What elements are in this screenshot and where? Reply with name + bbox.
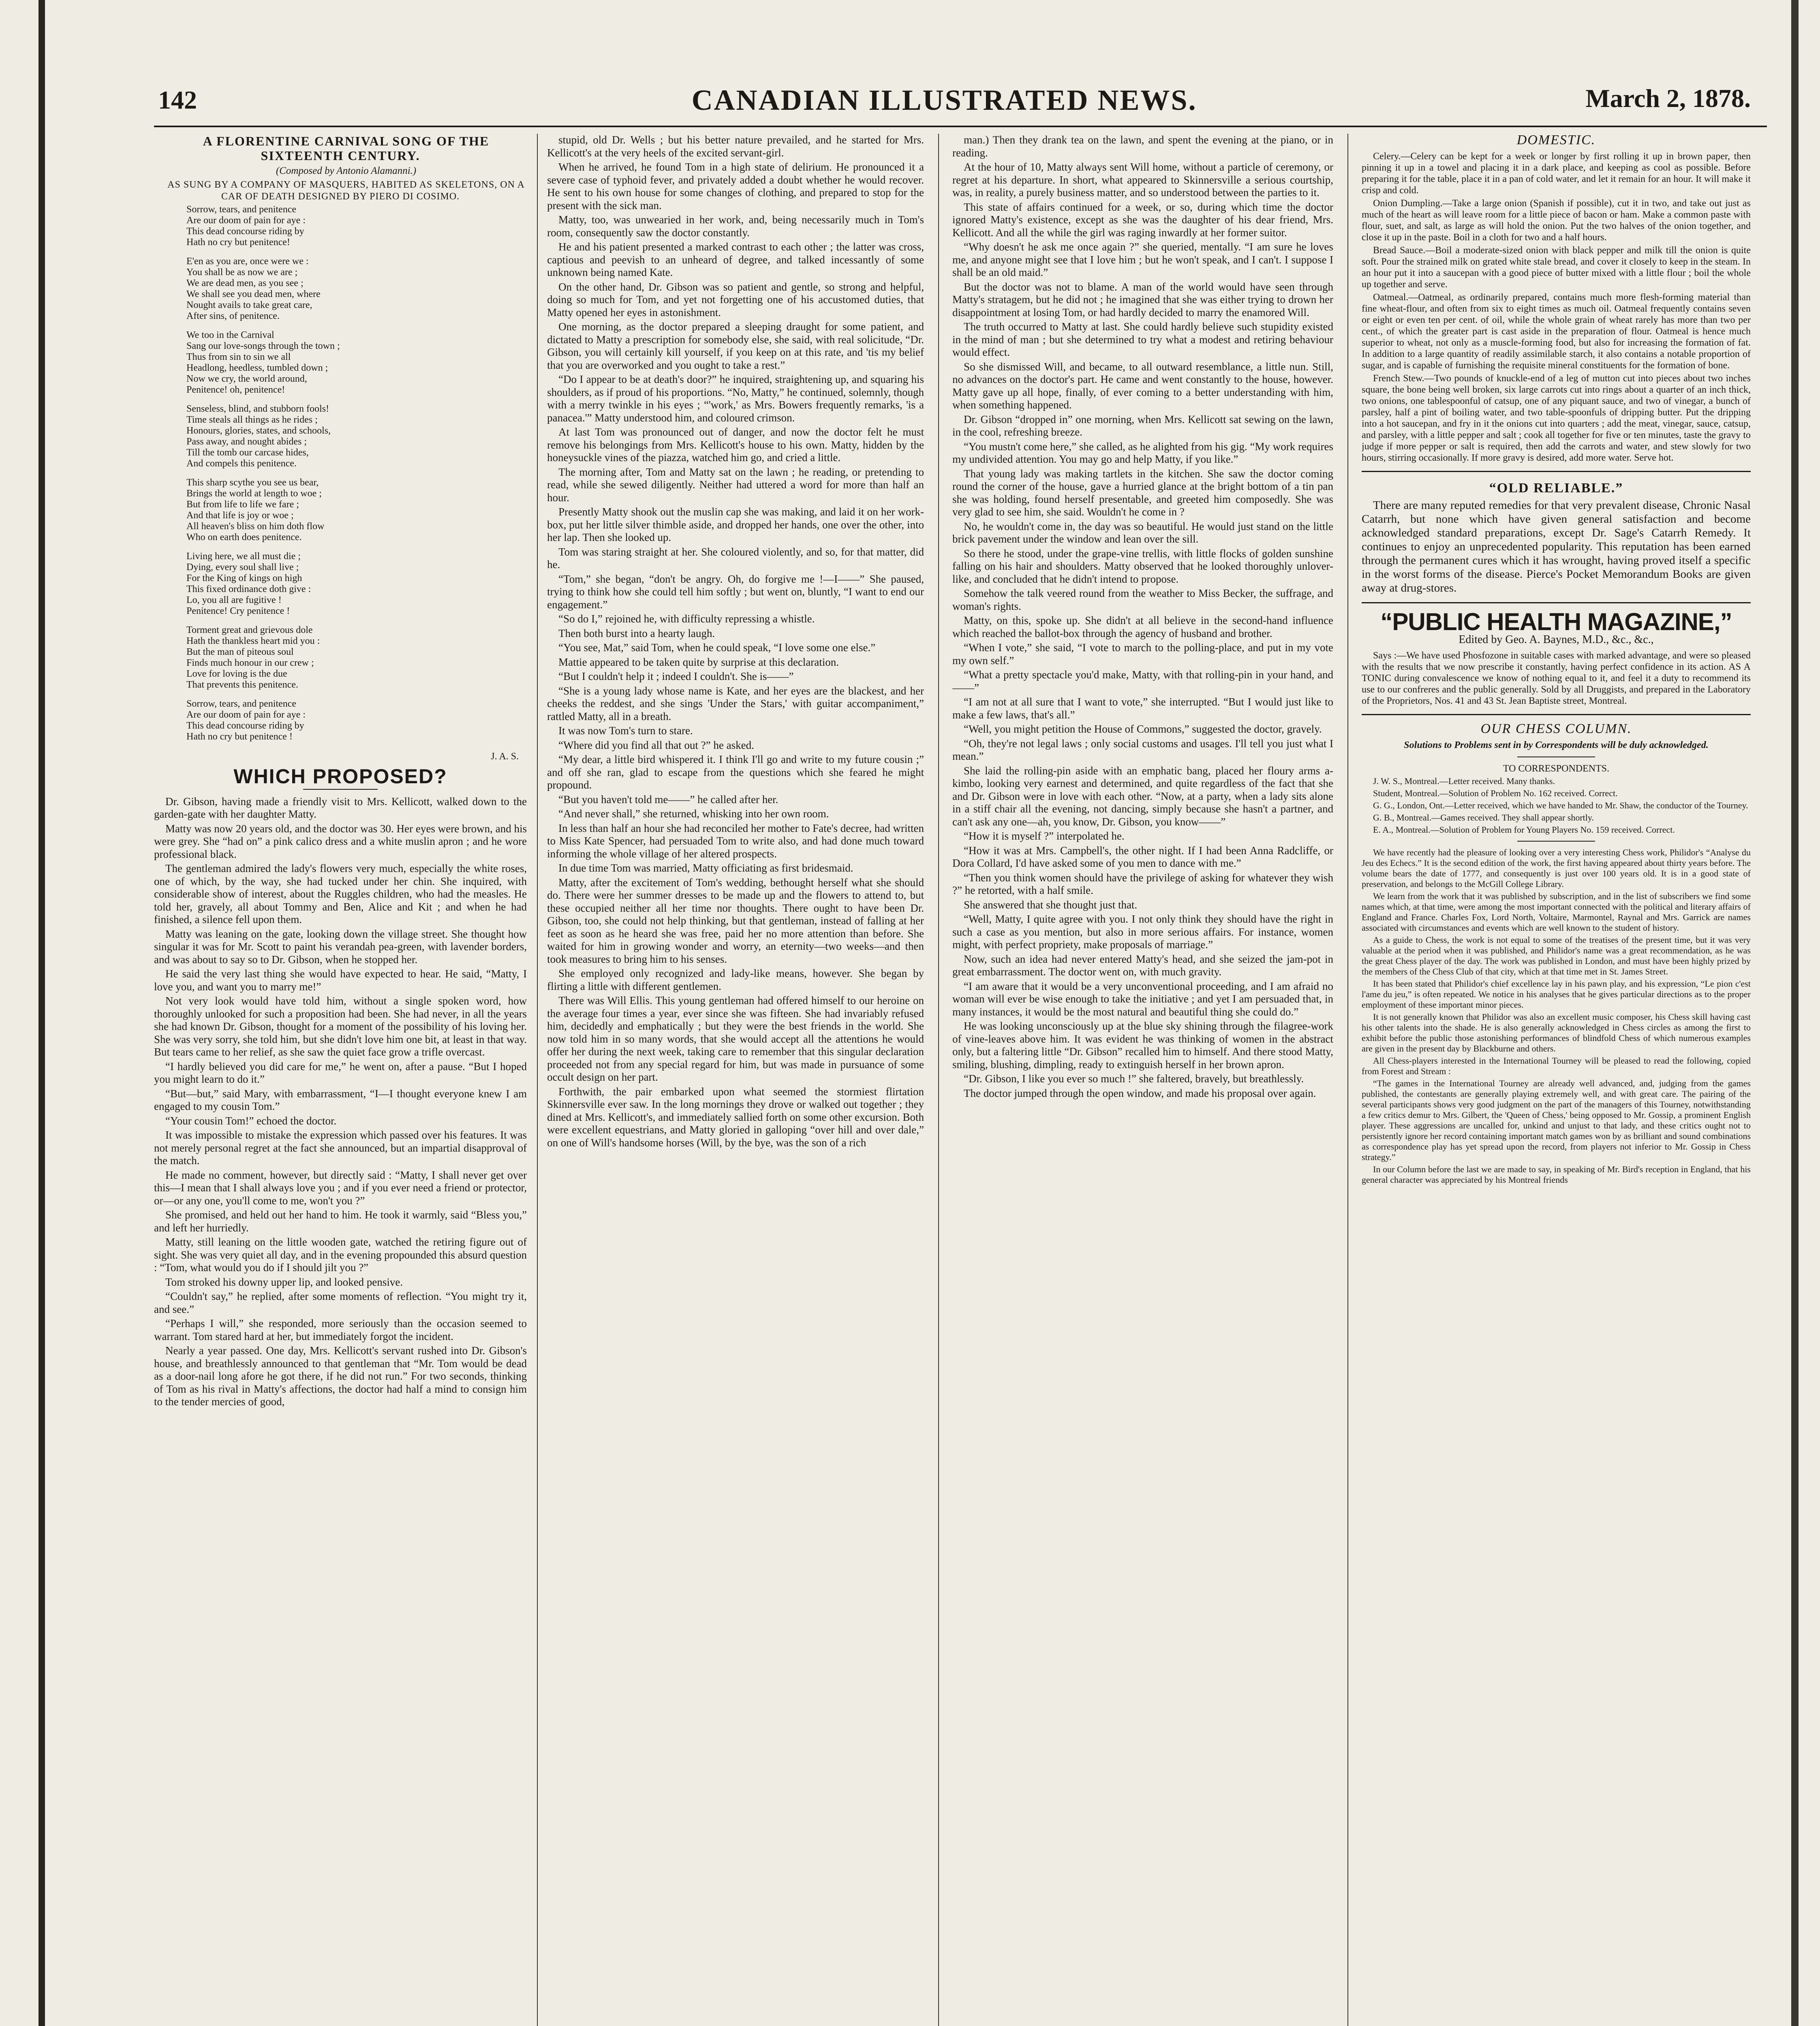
story-paragraph: Nearly a year passed. One day, Mrs. Kellicott's servant rushed into Dr. Gibson's house, and breathlessly announced to that gentleman that “Mr. Tom would be dead as a door-nail long afore he got there, if he did not run.” For two seconds, thinking of Tom as his rival in Matty's affections, the doctor had half a mind to consign him to the tender mercies of good, — [154, 1344, 527, 1408]
poem-line: Are our doom of pain for aye : — [186, 215, 306, 226]
story-paragraph: In due time Tom was married, Matty officiating as first bridesmaid. — [558, 862, 853, 874]
correspondent-entry: E. A., Montreal.—Solution of Problem for Young Players No. 159 received. Correct. — [1373, 824, 1675, 835]
correspondent-entry: J. W. S., Montreal.—Letter received. Many thanks. — [1373, 776, 1555, 786]
story-paragraph: Tom stroked his downy upper lip, and looked pensive. — [165, 1276, 403, 1288]
header-rule — [154, 126, 1767, 127]
public-health-editor: Edited by Geo. A. Baynes, M.D., &c., &c., — [1459, 633, 1654, 646]
poem-stanza — [186, 256, 527, 322]
chess-paragraph: It is not generally known that Philidor was also an excellent music composer, his Chess skill having cast his other talents into the shade. He is also generally acknowledged in Chess circles as among the first to exhibit before the public those astonishing performances of blindfold Chess of which numerous examples are given in the present day by Blackburne and others. — [1362, 1011, 1751, 1054]
story-paragraph: “Tom,” she began, “don't be angry. Oh, do forgive me !—I——” She paused, trying to think how she could tell him softly ; but went on, bluntly, “I want to end our engagement.” — [547, 573, 924, 611]
story-column-2 — [547, 134, 924, 1149]
newspaper-page — [122, 69, 1767, 2026]
poem-line: But the man of piteous soul — [186, 646, 294, 657]
column-separator — [938, 134, 939, 2026]
story-paragraph: He and his patient presented a marked contrast to each other ; the latter was cross, captious and peevish to an unheard of degree, and talked incessantly of some unknown being named Kate. — [547, 241, 924, 278]
poem-line: We shall see you dead men, where — [186, 289, 321, 299]
story-paragraph: “Dr. Gibson, I like you ever so much !” she faltered, bravely, but breathlessly. — [964, 1073, 1304, 1085]
story-paragraph: He said the very last thing she would have expected to hear. He said, “Matty, I love you, and want you to marry me!” — [154, 968, 527, 993]
paper-title: CANADIAN ILLUSTRATED NEWS. — [691, 84, 1197, 116]
poem-line: Who on earth does penitence. — [186, 532, 302, 543]
domestic-item: Bread Sauce.—Boil a moderate-sized onion with black pepper and milk till the onion is quite soft. Pour the strained milk on grated white stale bread, and cover it closely to keep in the steam. In an hour put it into a saucepan with a good piece of butter mixed with a little flour ; boil the whole up together and serve. — [1362, 245, 1751, 290]
story-paragraph: Not very look would have told him, without a single spoken word, how thoroughly unlooked for such a proposition had been. She had never, in all the years she had known Dr. Gibson, thought for a moment of the possibility of his loving her. She was very sorry, she told him, but she didn't love him one bit, at least in that way. But tears came to her relief, as she saw the quiet face grow a trifle overcast. — [154, 995, 527, 1058]
story-paragraph: “Why doesn't he ask me once again ?” she queried, mentally. “I am sure he loves me, and anyone might see that I love him ; but he won't speak, and I can't. I suppose I shall be an old maid.” — [952, 241, 1333, 278]
poem-line: Penitence! oh, penitence! — [186, 384, 285, 395]
poem-line: This dead concourse riding by — [186, 226, 304, 237]
poem-line: Nought avails to take great care, — [186, 299, 312, 310]
poem-line: Love for loving is the due — [186, 668, 287, 679]
correspondent-entry: Student, Montreal.—Solution of Problem No. 162 received. Correct. — [1373, 788, 1618, 798]
chess-paragraph: In our Column before the last we are made to say, in speaking of Mr. Bird's reception in England, that his general character was appreciated by his Montreal friends — [1362, 1164, 1751, 1185]
poem-stanza — [186, 477, 527, 543]
column-separator — [1347, 134, 1348, 2026]
story-paragraph: No, he wouldn't come in, the day was so beautiful. He would just stand on the little brick pavement under the window and lean over the sill. — [952, 520, 1333, 545]
poem-line: E'en as you are, once were we : — [186, 256, 309, 267]
poem-line: Sorrow, tears, and penitence — [186, 204, 297, 215]
story-paragraph: Matty, still leaning on the little wooden gate, watched the retiring figure out of sight. She was very quiet all day, and in the evening propounded this absurd question : “Tom, what would you do if I should jilt you ?” — [154, 1236, 527, 1274]
story-paragraph: When he arrived, he found Tom in a high state of delirium. He pronounced it a severe case of typhoid fever, and privately added a doubt whether he would recover. He sent to his own house for some changes of clothing, and prepared to stop for the present with the sick man. — [547, 161, 924, 212]
chess-paragraph: We learn from the work that it was published by subscription, and in the list of subscribers we find some names which, at that time, were among the most important connected with the political and literary affairs of England and France. Charles Fox, Lord North, Voltaire, Marmontel, Raynal and Mrs. Garrick are names associated with circumstances and events which are well known to the student of history. — [1362, 891, 1751, 933]
story-paragraph: Tom was staring straight at her. She coloured violently, and so, for that matter, did he. — [547, 545, 924, 571]
poem-line: Hath no cry but penitence ! — [186, 731, 293, 742]
poem-line: Senseless, blind, and stubborn fools! — [186, 403, 329, 414]
poem-line: Sang our love-songs through the town ; — [186, 340, 340, 351]
scan-edge-left — [38, 0, 45, 2026]
poem-line: But from life to life we fare ; — [186, 499, 299, 510]
story-paragraph: Matty was now 20 years old, and the doctor was 30. Her eyes were brown, and his were grey. She “had on” a pink calico dress and a white muslin apron ; and he wore professional black. — [154, 822, 527, 860]
poem-line: After sins, of penitence. — [186, 310, 280, 321]
story-paragraph: Mattie appeared to be taken quite by surprise at this declaration. — [558, 656, 839, 668]
story-paragraph: “Oh, they're not legal laws ; only social customs and usages. I'll tell you just what I mean.” — [952, 737, 1333, 762]
story-paragraph: The gentleman admired the lady's flowers very much, especially the white roses, one of which, by the way, she had tucked under her chin. She inquired, with considerable show of interest, about the Ruggles children, who had the measles. He told her, gravely, all about Tommy and Ben, Alice and Kit ; and when he had finished, a silence fell upon them. — [154, 862, 527, 925]
poem-line: Lo, you all are fugitive ! — [186, 594, 282, 605]
story-paragraph: “My dear, a little bird whispered it. I think I'll go and write to my future cousin ;” and off she ran, glad to escape from the questions which she feared he might propound. — [547, 753, 924, 791]
story-paragraph: The truth occurred to Matty at last. She could hardly believe such stupidity existed in the mind of man ; but she determined to try what a modest and retiring behaviour would effect. — [952, 321, 1333, 358]
correspondents-heading: TO CORRESPONDENTS. — [1503, 763, 1610, 774]
poem-line: Dying, every soul shall live ; — [186, 562, 299, 573]
poem-stanza — [186, 404, 527, 469]
column-4 — [1362, 134, 1751, 2026]
story-paragraph: man.) Then they drank tea on the lawn, and spent the evening at the piano, or in reading. — [952, 134, 1333, 159]
story-paragraph: “But you haven't told me——” he called after her. — [558, 793, 778, 806]
page-number: 142 — [158, 85, 197, 114]
story-paragraph: “Perhaps I will,” she responded, more seriously than the occasion seemed to warrant. Tom stared hard at her, but immediately forgot the incident. — [154, 1317, 527, 1342]
poem-line: Hath the thankless heart mid you : — [186, 635, 320, 646]
poem-line: Torment great and grievous dole — [186, 624, 313, 635]
poem-stanza — [186, 330, 527, 395]
poem-line: Living here, we all must die ; — [186, 551, 301, 562]
poem-line: You shall be as now we are ; — [186, 267, 298, 278]
story-paragraph: He made no comment, however, but directly said : “Matty, I shall never get over this—I mean that I shall always love you ; and if you ever need a friend or protector, or—or any one, you'll come to me, won't you ?” — [154, 1169, 527, 1207]
poem-signature: J. A. S. — [491, 751, 519, 762]
old-reliable-body: There are many reputed remedies for that very prevalent disease, Chronic Nasal Catarrh, but none which have given general satisfaction and become acknowledged standard preparations, except Dr. Sage's Catarrh Remedy. It continues to enjoy an unprecedented popularity. This reputation has been earned through the permanent cures which it has wrought, having proved itself a specific in the worst forms of the disease. Pierce's Pocket Memorandum Books are given away at drug-stores. — [1362, 499, 1751, 594]
story-paragraph: “Couldn't say,” he replied, after some moments of reflection. “You might try it, and see.” — [154, 1290, 527, 1315]
story-paragraph: stupid, old Dr. Wells ; but his better nature prevailed, and he started for Mrs. Kellicott's at the very heels of the excited servant-girl. — [547, 134, 924, 159]
story-paragraph: Somehow the talk veered round from the weather to Miss Becker, the suffrage, and woman's rights. — [952, 587, 1333, 612]
story-paragraph: “When I vote,” she said, “I vote to march to the polling-place, and put in my vote my own self.” — [952, 641, 1333, 667]
poem-line: This fixed ordinance doth give : — [186, 583, 311, 594]
story-paragraph: Then both burst into a hearty laugh. — [558, 627, 715, 639]
poem-line: Honours, glories, states, and schools, — [186, 425, 331, 436]
poem-line: Are our doom of pain for aye : — [186, 709, 306, 720]
domestic-heading: DOMESTIC. — [1516, 134, 1596, 147]
poem-stanza — [186, 625, 527, 690]
story-paragraph: “Then you think women should have the privilege of asking for whatever they wish ?” he retorted, with a half smile. — [952, 871, 1333, 896]
old-reliable-heading: “OLD RELIABLE.” — [1489, 480, 1623, 496]
chess-heading: OUR CHESS COLUMN. — [1480, 721, 1632, 736]
scan-edge-right — [1791, 0, 1799, 2026]
story-paragraph: “How it was at Mrs. Campbell's, the other night. If I had been Anna Radcliffe, or Dora Collard, I'd have asked some of you men to dance with me.” — [952, 844, 1333, 869]
story-paragraph: On the other hand, Dr. Gibson was so patient and gentle, so strong and helpful, doing so much for Tom, and yet not forgetting one of his accustomed duties, that Matty opened her eyes in astonishment. — [547, 280, 924, 318]
story-paragraph: Matty, on this, spoke up. She didn't at all believe in the second-hand influence which reached the ballot-box through the agency of husband and brother. — [952, 614, 1333, 639]
column-2 — [547, 134, 924, 2026]
section-rule — [1362, 602, 1751, 603]
public-health-body: Says :—We have used Phosfozone in suitable cases with marked advantage, and were so pleased with the results that we now prescribe it constantly, having perfect confidence in its action. AS A TONIC during convalescence we know of nothing equal to it, and feel it a duty to recommend its use to our confreres and the public generally. Sold by all Druggists, and prepared in the Laboratory of the Proprietors, Nos. 41 and 43 St. Jean Baptiste street, Montreal. — [1362, 650, 1751, 706]
masthead — [122, 69, 1767, 126]
story-paragraph: “I am aware that it would be a very unconventional proceeding, and I am afraid no woman will ever be wise enough to take the initiative ; and yet I am persuaded that, in many instances, it would be the most natural and beautiful thing she could do.” — [952, 980, 1333, 1018]
poem-line: And that life is joy or woe ; — [186, 510, 294, 521]
story-paragraph: Now, such an idea had never entered Matty's head, and she seized the jam-pot in great embarrassment. The doctor went on, with much gravity. — [952, 953, 1333, 978]
story-paragraph: “Well, you might petition the House of Commons,” suggested the doctor, gravely. — [964, 723, 1322, 735]
poem-line: Till the tomb our carcase hides, — [186, 447, 309, 458]
correspondent-entry: G. G., London, Ont.—Letter received, which we have handed to Mr. Shaw, the conductor of the Tourney. — [1373, 800, 1748, 810]
story-paragraph: That young lady was making tartlets in the kitchen. She saw the doctor coming round the corner of the house, gave a hurried glance at the bright bottom of a tin pan she was holding, found herself presentable, and greeted him composedly. She was very glad to see him, she said. Wouldn't he come in ? — [952, 467, 1333, 518]
story-paragraph: She employed only recognized and lady-like means, however. She began by flirting a little with different gentlemen. — [547, 967, 924, 992]
poem-stanza — [186, 699, 527, 742]
poem-line: Time steals all things as he rides ; — [186, 414, 318, 425]
story-paragraph: It was now Tom's turn to stare. — [558, 724, 693, 737]
story-paragraph: She answered that she thought just that. — [964, 898, 1138, 911]
domestic-item: Celery.—Celery can be kept for a week or longer by first rolling it up in brown paper, then pinning it up in a towel and placing it in a dark place, and keeping as cool as possible. Before preparing it for the table, place it in a pan of cold water, and let it remain for an hour. It will make it crisp and cold. — [1362, 151, 1751, 196]
story-paragraph: So there he stood, under the grape-vine trellis, with little flocks of golden sunshine falling on his hair and shoulders. Matty observed that he looked thoroughly unlover-like, and concluded that he didn't intend to propose. — [952, 547, 1333, 585]
story-paragraph: Dr. Gibson “dropped in” one morning, when Mrs. Kellicott sat sewing on the lawn, in the cool, refreshing breeze. — [952, 413, 1333, 438]
poem-line: Headlong, heedless, tumbled down ; — [186, 362, 328, 373]
domestic-item: Oatmeal.—Oatmeal, as ordinarily prepared, contains much more flesh-forming material than fine wheat-flour, and often from six to eight times as much oil. Oatmeal frequently contains seven or eight or even ten per cent. of oil, while the whole grain of wheat rarely has more than two per cent., of which the greater part is cast aside in the preparation of flour. Oatmeal is hence much superior to wheat, not only as a muscle-forming food, but also for increasing the formation of fat. In addition to a large quantity of readily assimilable starch, it also contains a notable proportion of sugar, and is capable of furnishing the requisite mineral constituents for the formation of bone. — [1362, 292, 1751, 371]
story-paragraph: “Well, Matty, I quite agree with you. I not only think they should have the right in such a case as you mention, but also in more serious affairs. For instance, women might, with perfect propriety, make proposals of marriage.” — [952, 913, 1333, 951]
column-separator — [537, 134, 538, 2026]
poem-line: We are dead men, as you see ; — [186, 278, 304, 289]
story-paragraph: “How it is myself ?” interpolated he. — [964, 830, 1125, 842]
chess-paragraph: As a guide to Chess, the work is not equal to some of the treatises of the present time, but it was very valuable at the period when it was published, and Philidor's name was a great recommendation, as he was the great Chess player of the day. The work was published in London, and must have been highly prized by the members of the Chess Club of that city, which at that time met in St. James Street. — [1362, 934, 1751, 977]
chess-paragraph: It has been stated that Philidor's chief excellence lay in his pawn play, and his expression, “Le pion c'est l'ame du jeu,” is often repeated. We notice in his analyses that he gives particular directions as to the proper employment of these important minor pieces. — [1362, 978, 1751, 1010]
domestic-items — [1362, 151, 1751, 464]
chess-paragraph: “The games in the International Tourney are already well advanced, and, judging from the games published, the contestants are generally playing extremely well, and with great care. The pairing of the several participants shows very good judgment on the part of the managers of this Tourney, notwithstanding a few critics demur to Mrs. Gilbert, the 'Queen of Chess,' being opposed to Mr. Gossip, a prominent English player. These aggressions are uncalled for, unkind and unjust to that lady, and these critics ought not to persistently ignore her record containing important match games won by as brilliant and sound combinations as correspondence play has yet spread upon the record, from players not inferior to Mr. Gossip in Chess strategy.” — [1362, 1078, 1751, 1162]
column-1 — [154, 134, 527, 2026]
poem-line: All heaven's bliss on him doth flow — [186, 521, 325, 532]
domestic-item: French Stew.—Two pounds of knuckle-end of a leg of mutton cut into pieces about two inches square, the bone being well broken, six large carrots cut into rings about a quarter of an inch thick, two onions, one tablespoonful of catsup, one of any piquant sauce, and two of vinegar, a bunch of parsley, half a pint of boiling water, and two table-spoonfuls of dripping butter. Put the dripping into a hot saucepan, and fry in it the onions cut into quarters ; add the meat, vinegar, sauce, catsup, and parsley, with a little pepper and salt ; cook all together for five or ten minutes, taste the gravy to judge if more pepper or salt is required, then add the carrots and water, and stew slowly for two hours, stirring occasionally. If more gravy is desired, add more water. Serve hot. — [1362, 373, 1751, 463]
story-paragraph: Matty, after the excitement of Tom's wedding, bethought herself what she should do. There were her summer dresses to be made up and the flowers to attend to, but these occupied neither all her time nor thoughts. There ought to have been Dr. Gibson, too, she could not help thinking, but that gentleman, instead of falling at her feet as soon as he heard she was free, paid her no more attention than before. She waited for him in growing wonder and worry, an eternity—two weeks—and then took measures to bring him to his senses. — [547, 876, 924, 965]
poem-title: A FLORENTINE CARNIVAL SONG OF THE SIXTEENTH CENTURY. — [203, 134, 490, 163]
story-column-3 — [952, 134, 1333, 1100]
story-paragraph: One morning, as the doctor prepared a sleeping draught for some patient, and dictated to Matty a prescription for somebody else, she said, with real solicitude, “Dr. Gibson, you will certainly kill yourself, if you keep on at this rate, and 'tis my belief that you are overworked and you ought to take a rest.” — [547, 321, 924, 371]
poem-line: Thus from sin to sin we all — [186, 351, 291, 362]
poem-composer: (Composed by Antonio Alamanni.) — [276, 165, 417, 176]
story-paragraph: “You mustn't come here,” she called, as he alighted from his gig. “My work requires my undivided attention. You may go and help Matty, if you like.” — [952, 440, 1333, 465]
poem-line: Penitence! Cry penitence ! — [186, 605, 290, 616]
section-rule — [1362, 714, 1751, 715]
correspondent-entry: G. B., Montreal.—Games received. They shall appear shortly. — [1373, 812, 1594, 823]
story-paragraph: It was impossible to mistake the expression which passed over his features. It was not merely personal regret at the fact she announced, but an impartial disapproval of the match. — [154, 1129, 527, 1167]
chess-note: Solutions to Problems sent in by Correspondents will be duly acknowledged. — [1404, 739, 1709, 750]
correspondents-list — [1362, 776, 1751, 835]
story-paragraph: “So do I,” rejoined he, with difficulty repressing a whistle. — [558, 613, 815, 625]
story-paragraph: “What a pretty spectacle you'd make, Matty, with that rolling-pin in your hand, and——” — [952, 669, 1333, 694]
story-paragraph: “She is a young lady whose name is Kate, and her eyes are the blackest, and her cheeks the reddest, and she sings 'Under the Stars,' with guitar accompaniment,” rattled Matty, all in a breath. — [547, 684, 924, 722]
story-column-1 — [154, 795, 527, 1408]
poem-line: For the King of kings on high — [186, 573, 302, 583]
poem-line: Brings the world at length to woe ; — [186, 488, 322, 499]
story-paragraph: Matty was leaning on the gate, looking down the village street. She thought how singular it was for Mr. Scott to paint his verandah pea-green, with lavender borders, and was about to say so to Dr. Gibson, when he stopped her. — [154, 928, 527, 966]
story-paragraph: In less than half an hour she had reconciled her mother to Fate's decree, had written to Miss Kate Spencer, had persuaded Tom to write also, and had done much toward informing the whole village of her altered prospects. — [547, 822, 924, 860]
story-title: WHICH PROPOSED? — [233, 765, 447, 788]
chess-paragraphs — [1362, 847, 1751, 1185]
story-paragraph: Matty, too, was unwearied in her work, and, being necessarily much in Tom's room, consequently saw the doctor constantly. — [547, 214, 924, 239]
column-3 — [952, 134, 1333, 2026]
story-paragraph: Presently Matty shook out the muslin cap she was making, and laid it on her work-box, put her little silver thimble aside, and dropped her hands, one over the other, into her lap. Then she looked up. — [547, 506, 924, 543]
story-paragraph: He was looking unconsciously up at the blue sky shining through the filagree-work of vine-leaves above him. It was evident he was thinking of women in the abstract only, but a faltering little “Dr. Gibson” recalled him to himself. And there stood Matty, smiling, blushing, dimpling, ready to extinguish herself in her brown apron. — [952, 1020, 1333, 1071]
poem-line: Sorrow, tears, and penitence — [186, 698, 297, 709]
story-paragraph: This state of affairs continued for a week, or so, during which time the doctor ignored Matty's existence, except as she was the daughter of his dear friend, Mrs. Kellicott. And all the while the girl was raging inwardly at her former suitor. — [952, 201, 1333, 239]
story-paragraph: “Where did you find all that out ?” he asked. — [558, 739, 754, 751]
poem-line: That prevents this penitence. — [186, 679, 298, 690]
story-paragraph: “You see, Mat,” said Tom, when he could speak, “I love some one else.” — [558, 641, 876, 654]
poem-body — [186, 204, 527, 742]
story-paragraph: “Your cousin Tom!” echoed the doctor. — [165, 1114, 337, 1127]
story-paragraph: “But I couldn't help it ; indeed I couldn't. She is——” — [558, 670, 794, 682]
poem-line: We too in the Carnival — [186, 329, 274, 340]
story-paragraph: “I hardly believed you did care for me,” he went on, after a pause. “But I hoped you might learn to do it.” — [154, 1060, 527, 1085]
chess-paragraph: All Chess-players interested in the International Tourney will be pleased to read the following, copied from Forest and Stream : — [1362, 1055, 1751, 1076]
poem-line: Now we cry, the world around, — [186, 373, 307, 384]
section-rule — [1362, 471, 1751, 472]
story-paragraph: So she dismissed Will, and became, to all outward resemblance, a little nun. Still, no advances on the doctor's part. He came and went constantly to the house, however. Matty gave up all hope, finally, of ever coming to a better understanding with him, when something happened. — [952, 360, 1333, 411]
issue-date: March 2, 1878. — [1585, 84, 1751, 113]
story-paragraph: “Do I appear to be at death's door?” he inquired, straightening up, and squaring his shoulders, as if proud of his proportions. “No, Matty,” he continued, solemnly, though with a merry twinkle in his eyes ; “'work,' as Mrs. Bowers frequently remarks, 'is a panacea.'” Matty understood him, and coloured crimson. — [547, 373, 924, 424]
poem-line: Finds much honour in our crew ; — [186, 657, 314, 668]
poem-line: Hath no cry but penitence! — [186, 237, 290, 248]
poem-stanza — [186, 204, 527, 248]
story-paragraph: “I am not at all sure that I want to vote,” she interrupted. “But I would just like to make a few laws, that's all.” — [952, 696, 1333, 721]
story-paragraph: At the hour of 10, Matty always sent Will home, without a particle of ceremony, or regret at his departure. In short, what appeared to Skinnersville a serious courtship, was, in reality, a purely business matter, and so understood between the parties to it. — [952, 161, 1333, 199]
story-paragraph: The doctor jumped through the open window, and made his proposal over again. — [964, 1087, 1316, 1099]
story-paragraph: She promised, and held out her hand to him. He took it warmly, said “Bless you,” and left her hurriedly. — [154, 1209, 527, 1234]
story-paragraph: Dr. Gibson, having made a friendly visit to Mrs. Kellicott, walked down to the garden-gate with her daughter Matty. — [154, 795, 527, 820]
poem-line: And compels this penitence. — [186, 458, 297, 469]
story-paragraph: At last Tom was pronounced out of danger, and now the doctor felt he must remove his belongings from Mrs. Kellicott's house to his own. Matty, hidden by the honeysuckle vines of the piazza, watched him go, and cried a little. — [547, 426, 924, 464]
poem-line: This dead concourse riding by — [186, 720, 304, 731]
chess-rule — [1517, 841, 1595, 842]
poem-line: This sharp scythe you see us bear, — [186, 477, 319, 488]
story-paragraph: Forthwith, the pair embarked upon what seemed the stormiest flirtation Skinnersville ever saw. In the long mornings they drove or walked out together ; they dined at Mrs. Kellicott's, and immediately sallied forth on some other excursion. Both were excellent equestrians, and Matty gloried in galloping “over hill and over dale,” on one of Will's handsome horses (Will, by the bye, was the son of a rich — [547, 1085, 924, 1149]
story-title-rule — [303, 789, 378, 790]
story-paragraph: But the doctor was not to blame. A man of the world would have seen through Matty's stratagem, but he did not ; he imagined that she was either trying to drown her disappointment at losing Tom, or had hardly decided to marry the enamored Will. — [952, 280, 1333, 318]
chess-paragraph: We have recently had the pleasure of looking over a very interesting Chess work, Philidor's “Analyse du Jeu des Echecs.” It is the second edition of the work, the first having appeared about thirty years before. The volume bears the date of 1777, and consequently is just over 100 years old. It is in a good state of preservation, and belongs to the McGill College Library. — [1362, 847, 1751, 889]
story-paragraph: “But—but,” said Mary, with embarrassment, “I—I thought everyone knew I am engaged to my cousin Tom.” — [154, 1087, 527, 1112]
story-paragraph: She laid the rolling-pin aside with an emphatic bang, placed her floury arms a-kimbo, looking very earnest and determined, and quite regardless of the fact that she and Dr. Gibson were in love with each other. “Now, at a party, when a lady sits alone in a stiff chair all the evening, not dancing, simply because she hasn't a partner, and can't ask any one—ah, you know, Dr. Gibson, you know——” — [952, 764, 1333, 828]
poem-line: Pass away, and nought abides ; — [186, 436, 307, 447]
story-paragraph: “And never shall,” she returned, whisking into her own room. — [558, 808, 829, 820]
poem-subtitle: AS SUNG BY A COMPANY OF MASQUERS, HABITED AS SKELETONS, ON A CAR OF DEATH DESIGNED BY PIERO DI COSIMO. — [167, 179, 525, 202]
story-paragraph: The morning after, Tom and Matty sat on the lawn ; he reading, or pretending to read, while she sewed diligently. Neither had uttered a word for more than half an hour. — [547, 466, 924, 504]
poem-stanza — [186, 551, 527, 617]
domestic-item: Onion Dumpling.—Take a large onion (Spanish if possible), cut it in two, and take out just as much of the heart as will leave room for a little piece of bacon or ham. Make a common paste with flour, suet, and salt, as large as will hold the onion. Put the two halves of the onion together, and close it up in the paste. Boil in a cloth for two and a half hours. — [1362, 198, 1751, 243]
story-paragraph: There was Will Ellis. This young gentleman had offered himself to our heroine on the average four times a year, ever since she was fifteen. She had invariably refused him, decidedly and emphatically ; but they were the best friends in the world. She now told him in so many words, that she would accept all the attentions he would offer her during the next week, taking care to remember that this singular declaration proceeded not from any special regard for him, but was made in pursuance of some occult design on her part. — [547, 994, 924, 1083]
public-health-heading: “PUBLIC HEALTH MAGAZINE,” — [1380, 608, 1732, 635]
